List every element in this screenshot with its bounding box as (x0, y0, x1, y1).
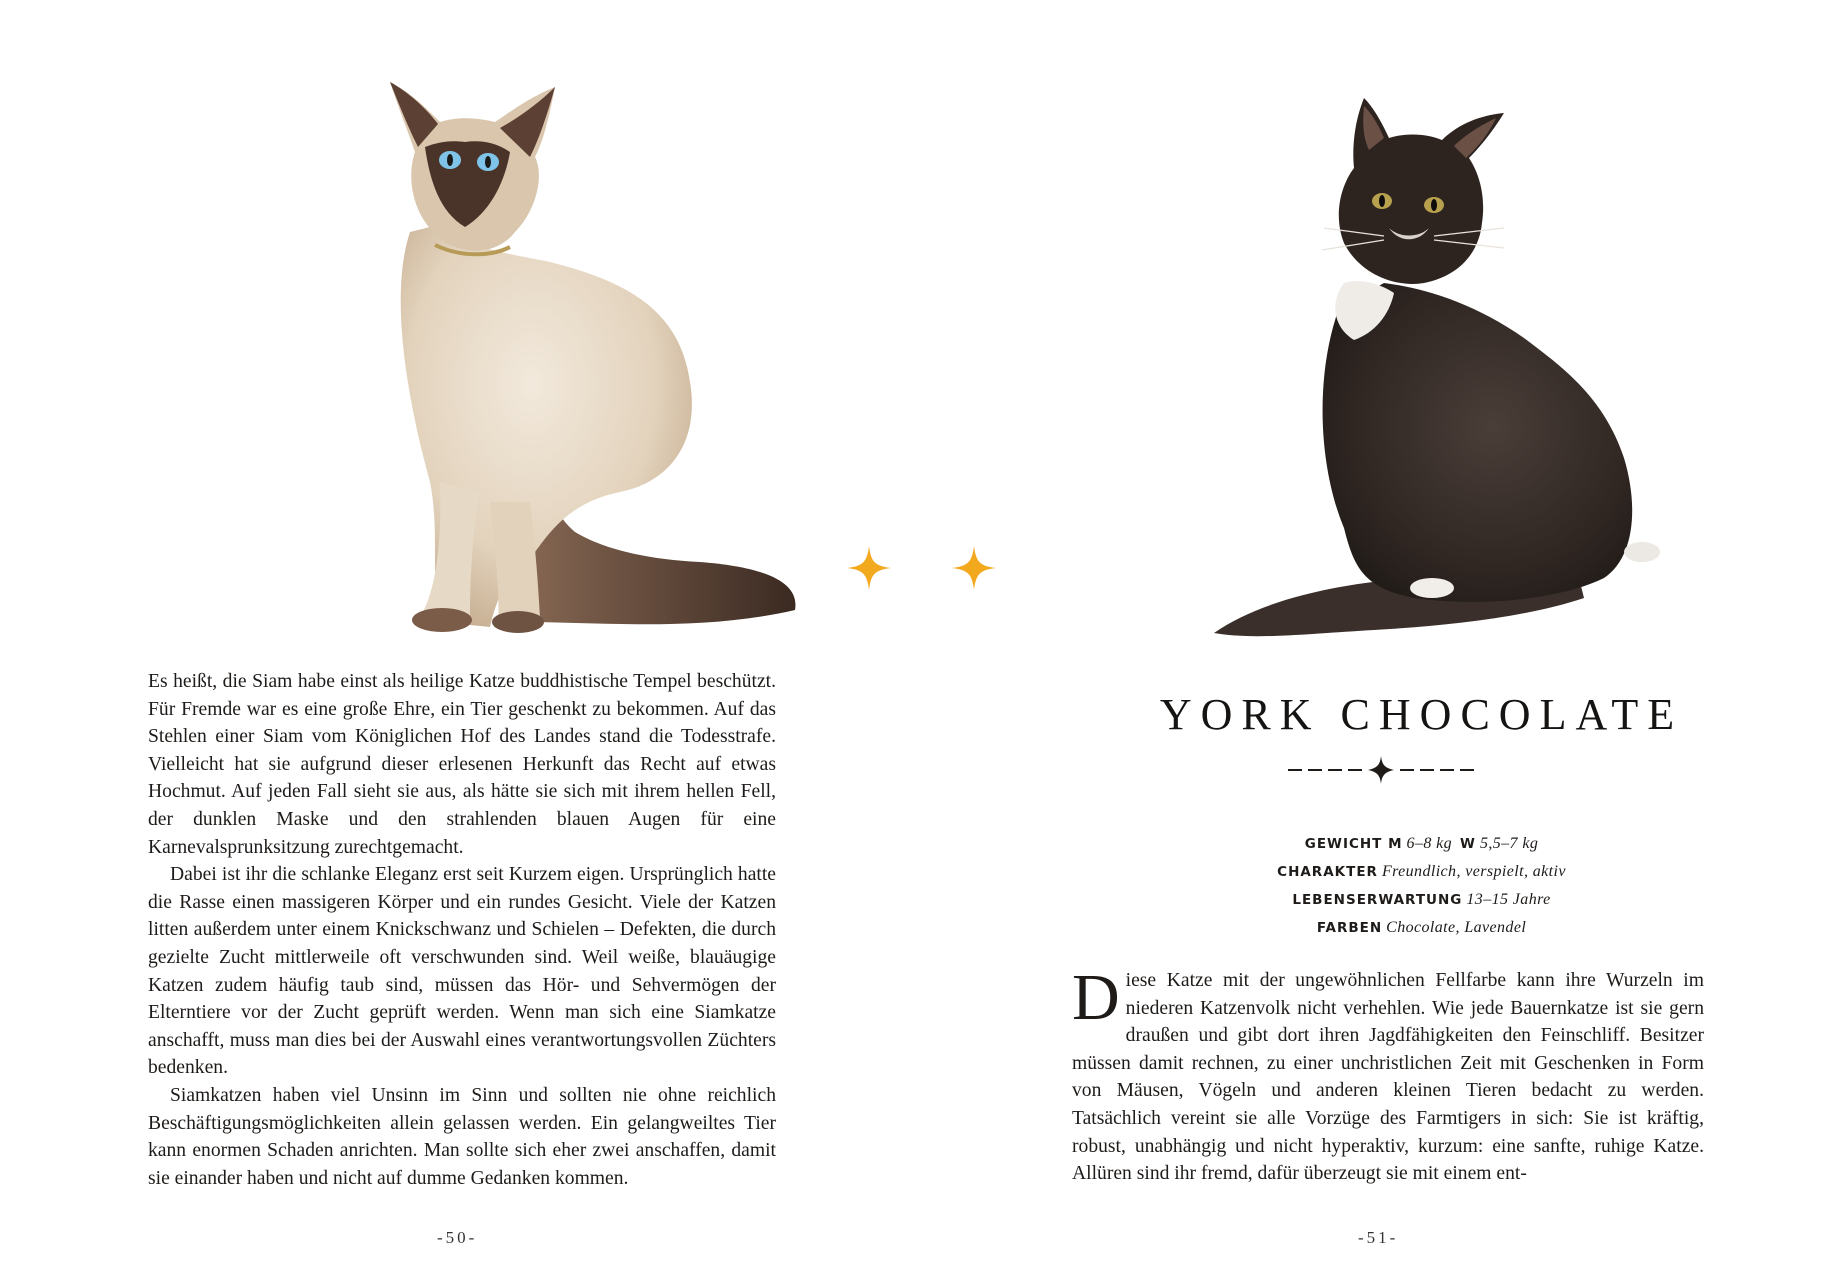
york-chocolate-cat-photo (1204, 78, 1664, 643)
fact-colors (914, 914, 1829, 942)
left-body-text (148, 668, 776, 1192)
fact-character (914, 858, 1829, 886)
right-paragraph-text: iese Katze mit der ungewöhnlichen Fellfarbe kann ihre Wurzeln im niederen Katzenvolk nicht verhehlen. Wie jede Bauernkatze ist sie gern draußen und gibt dort ihren Jagdfähigkeiten den Feinschliff. Besitzer müssen damit rechnen, zu einer unchristlichen Zeit mit Geschenken in Form von Mäusen, Vögeln und anderen kleinen Tieren bedacht zu werden. Tatsächlich vereint sie alle Vorzüge des Farmtigers in sich: Sie ist kräftig, robust, unabhängig und nicht hyperaktiv, kurzum: eine sanfte, ruhige Katze. Allüren sind ihr fremd, dafür überzeugt sie mit einem ent- (1072, 970, 1704, 1185)
four-point-star-icon (847, 546, 891, 590)
left-page (0, 0, 914, 1280)
fact-weight-label-m: GEWICHT M (1304, 836, 1403, 852)
fact-weight-label-w: W (1460, 836, 1476, 852)
fact-weight (914, 830, 1829, 858)
page-number-right: -51- (1358, 1228, 1399, 1247)
left-paragraph-2: Dabei ist ihr die schlanke Eleganz erst seit Kurzem eigen. Ursprünglich hatte die Rasse einen massigeren Körper und ein rundes Gesicht. Viele der Katzen litten außerdem unter einem Knickschwanz und Schielen – Defekten, die durch gezielte Zucht mittlerweile oft verschwunden sind. Weil weiße, blauäugige Katzen zudem häufig taub sind, müssen das Hör- und Sehvermögen der Elterntiere vor der Zucht geprüft werden. Wenn man sich eine Siamkatze anschafft, muss man dies bei der Auswahl eines verantwortungsvollen Züchters bedenken. (148, 864, 776, 1079)
fact-weight-value-m: 6–8 kg (1406, 835, 1453, 852)
diamond-dash-ornament-icon (1288, 756, 1474, 784)
fact-colors-label: FARBEN (1316, 920, 1383, 936)
fact-character-label: CHARAKTER (1277, 864, 1378, 880)
right-body-text (1072, 961, 1704, 1188)
siamese-cat-photo (370, 62, 800, 642)
drop-cap: D (1072, 961, 1120, 1034)
fact-weight-value-w: 5,5–7 kg (1479, 835, 1539, 852)
right-page (914, 0, 1829, 1280)
right-paragraph-1 (1072, 961, 1704, 1188)
breed-title: YORK CHOCOLATE (1159, 690, 1684, 740)
left-paragraph-3: Siamkatzen haben viel Unsinn im Sinn und sollten nie ohne reichlich Beschäftigungsmöglichkeiten allein gelassen werden. Ein gelangweiltes Tier kann enormen Schaden anrichten. Man sollte sich eher zwei anschaffen, damit sie einander haben und nicht auf dumme Gedanken kommen. (148, 1084, 776, 1189)
fact-colors-value: Chocolate, Lavendel (1386, 919, 1527, 936)
fact-lifespan-value: 13–15 Jahre (1466, 891, 1551, 908)
breed-facts (914, 830, 1829, 942)
page-number-left: -50- (437, 1228, 478, 1247)
fact-lifespan (914, 886, 1829, 914)
left-paragraph-1: Es heißt, die Siam habe einst als heilige Katze buddhistische Tempel beschützt. Für Fremde war es eine große Ehre, ein Tier geschenkt zu bekommen. Auf das Stehlen einer Siam vom Königlichen Hof des Landes stand die Todesstrafe. Vielleicht hat sie aufgrund dieser erlesenen Herkunft das Recht auf etwas Hochmut. Auf jeden Fall sieht sie aus, als hätte sie sich mit ihrem hellen Fell, der dunklen Maske und den strahlenden blauen Augen für eine Karnevalsprunksitzung zurechtgemacht. (148, 671, 776, 858)
fact-character-value: Freundlich, verspielt, aktiv (1381, 863, 1566, 880)
fact-lifespan-label: LEBENSERWARTUNG (1292, 892, 1463, 908)
